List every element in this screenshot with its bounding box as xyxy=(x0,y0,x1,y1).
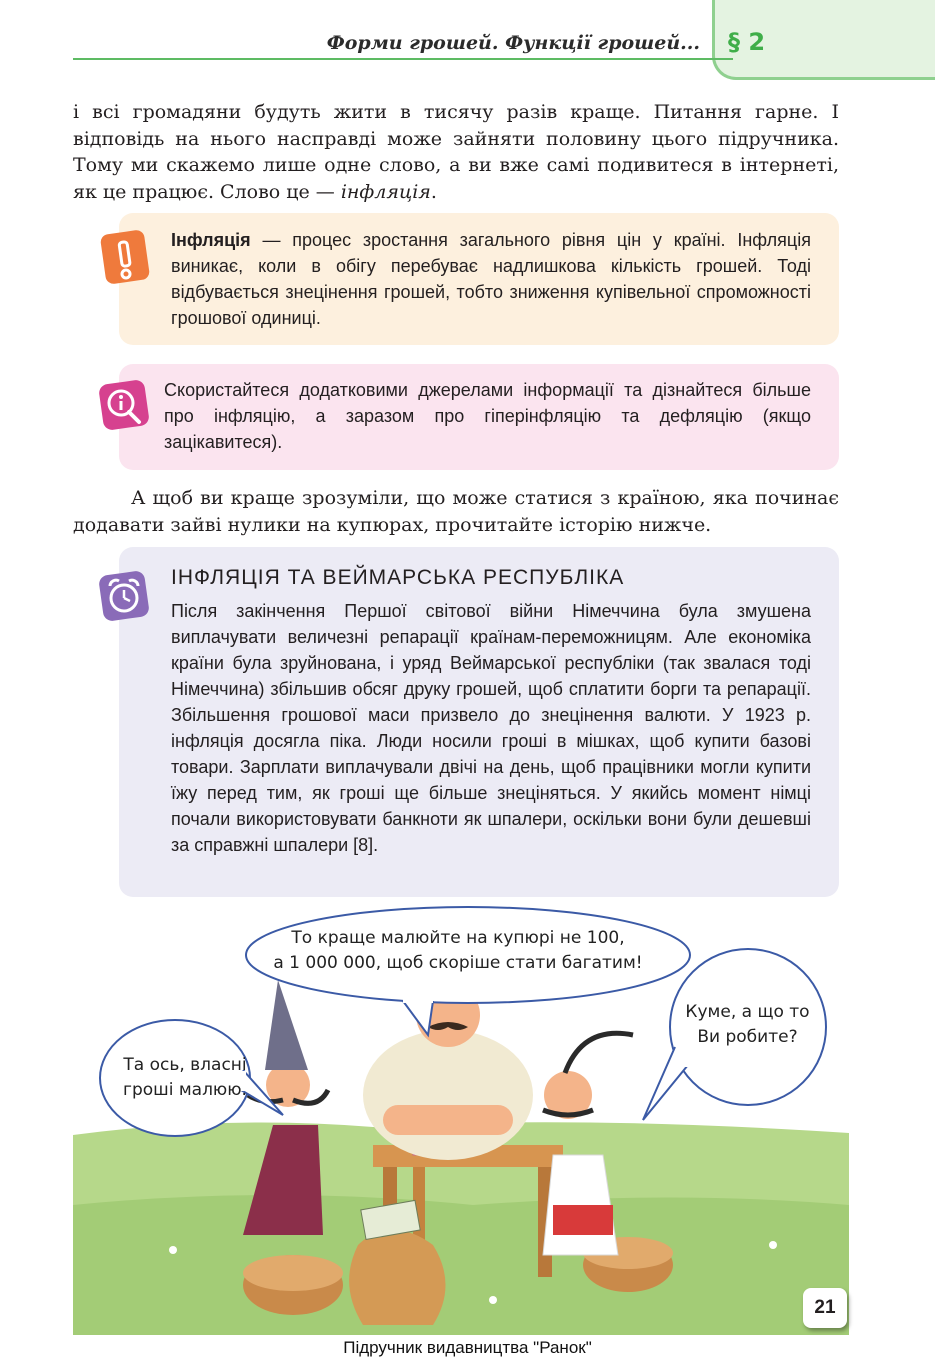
speech-left-line1: Та ось, власні xyxy=(123,1055,247,1075)
definition-body: — процес зростання загального рівня цін у країні. Інфляція виникає, коли в обігу перебуває надлишкова кількість грошей. Тоді відбувається знецінення грошей, тобто зниження купівельної спроможності грошової одиниці. xyxy=(171,230,811,328)
speech-left-text xyxy=(110,1053,260,1103)
speech-right-line1: Куме, а що то xyxy=(685,1002,810,1022)
intro-end: . xyxy=(430,180,437,203)
publisher-footer: Підручник видавництва "Ранок" xyxy=(343,1338,592,1357)
speech-right-text xyxy=(660,1000,835,1050)
speech-center-line1: То краще малюйте на купюрі не 100, xyxy=(291,928,625,948)
speech-right-line2: Ви робите? xyxy=(697,1027,798,1047)
speech-left-line2: гроші малюю. xyxy=(123,1080,247,1100)
history-heading: ІНФЛЯЦІЯ ТА ВЕЙМАРСЬКА РЕСПУБЛІКА xyxy=(171,566,625,589)
page-number: 21 xyxy=(803,1288,847,1328)
speech-center-line2: а 1 000 000, щоб скоріше стати багатим! xyxy=(273,953,643,973)
history-text: Після закінчення Першої світової війни Німеччина була змушена виплачувати величезні репарації країнам-переможницям. Але економіка країни була зруйнована, і уряд Веймарської республіки (так звалася тоді Німеччина) збільшив обсяг друку грошей, щоб сплатити борги та репарації. Збільшення грошової маси призвело до знецінення валюти. У 1923 р. інфляція досягла піка. Люди носили гроші в мішках, щоб купити базові товари. Зарплати виплачували двічі на день, щоб працівники могли купити їжу перед тим, як гроші ще більше знеціняться. У якийсь момент німці почали використовувати банкноти як шпалери, оскільки вони були дешевші за справжні шпалери [8]. xyxy=(171,601,811,855)
alarm-clock-icon xyxy=(97,569,153,625)
running-header-title: Форми грошей. Функції грошей... xyxy=(326,32,700,54)
big-man-body xyxy=(363,1030,533,1160)
money-bag xyxy=(349,1230,445,1325)
header-divider xyxy=(73,58,733,60)
definition-text xyxy=(171,227,811,331)
left-cossack-hat xyxy=(265,980,308,1070)
definition-term: Інфляція xyxy=(171,230,251,250)
transition-paragraph: А щоб ви краще зрозуміли, що може статися з країною, яка починає додавати зайві нулики на купюрах, прочитайте історію нижче. xyxy=(73,487,839,536)
exclamation-icon xyxy=(97,228,155,288)
intro-paragraph xyxy=(73,99,839,205)
research-text: Скористайтеся додатковими джерелами інформації та дізнайтеся більше про інфляцію, а заразом про гіперінфляцію та дефляцію (якщо зацікавитеся). xyxy=(164,380,811,452)
intro-term: інфляція xyxy=(340,180,431,203)
info-search-icon xyxy=(97,378,153,434)
intro-text: і всі громадяни будуть жити в тисячу разів краще. Питання гарне. І відповідь на нього насправді може зайняти половину цього підручника. Тому ми скажемо лише одне слово, а ви вже самі подивитеся в інтернеті, як це працює. Слово це — xyxy=(73,101,839,203)
speech-center-text xyxy=(230,926,686,976)
section-number: § 2 xyxy=(728,28,766,56)
